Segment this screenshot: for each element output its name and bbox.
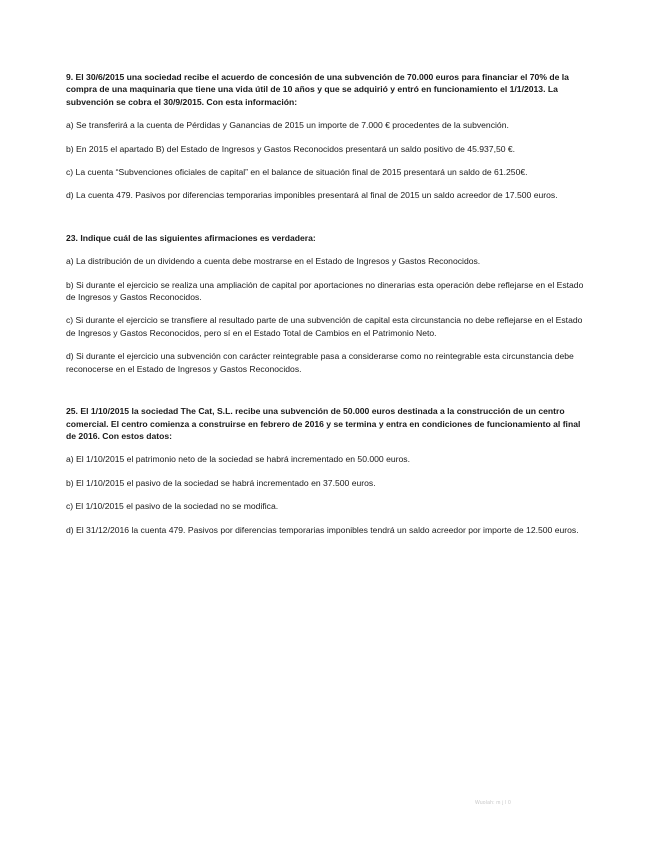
question-title: 25. El 1/10/2015 la sociedad The Cat, S.L. recibe una subvención de 50.000 euros destinada a la construcción de un centro comercial. El centro comienza a construirse en febrero de 2016 y se termina y entra en condiciones de funcionamiento al final de 2016. Con estos datos: [66,406,581,441]
question-9 [66,71,591,202]
question-title: 9. El 30/6/2015 una sociedad recibe el acuerdo de concesión de una subvención de 70.000 euros para financiar el 70% de la compra de una maquinaria que tiene una vida útil de 10 años y que se adquirió y entró en funcionamiento el 1/1/2013. La subvención se cobra el 30/9/2015. Con esta información: [66,72,569,107]
answer-option-c: c) La cuenta “Subvenciones oficiales de capital” en el balance de situación final de 2015 presentará un saldo de 61.250€. [66,167,528,178]
answer-option-c: c) El 1/10/2015 el pasivo de la sociedad no se modifica. [66,501,279,512]
answer-option-b: b) El 1/10/2015 el pasivo de la sociedad se habrá incrementado en 37.500 euros. [66,477,376,488]
question-title: 23. Indique cuál de las siguientes afirmaciones es verdadera: [66,232,316,243]
footer-watermark: Wuolah: m j l 0 [475,800,511,806]
answer-option-a: a) El 1/10/2015 el patrimonio neto de la sociedad se habrá incrementado en 50.000 euros. [66,454,410,465]
answer-option-d: d) Si durante el ejercicio una subvención con carácter reintegrable pasa a considerarse como no reintegrable esta circunstancia debe reconocerse en el Estado de Ingresos y Gastos Reconocidos. [66,351,574,374]
answer-option-d: d) La cuenta 479. Pasivos por diferencias temporarias imponibles presentará al final de 2015 un saldo acreedor de 17.500 euros. [66,190,558,201]
question-23 [66,232,591,375]
answer-option-a: a) Se transferirá a la cuenta de Pérdidas y Ganancias de 2015 un importe de 7.000 € procedentes de la subvención. [66,120,509,131]
answer-option-b: b) Si durante el ejercicio se realiza una ampliación de capital por aportaciones no dinerarias esta operación debe reflejarse en el Estado de Ingresos y Gastos Reconocidos. [66,279,584,303]
answer-option-b: b) En 2015 el apartado B) del Estado de Ingresos y Gastos Reconocidos presentará un saldo positivo de 45.937,50 €. [66,143,516,154]
answer-option-d: d) El 31/12/2016 la cuenta 479. Pasivos por diferencias temporarias imponibles tendrá un saldo acreedor por importe de 12.500 euros. [66,524,579,535]
question-25 [66,405,591,536]
answer-option-a: a) La distribución de un dividendo a cuenta debe mostrarse en el Estado de Ingresos y Gastos Reconocidos. [66,256,481,267]
document-page [66,71,591,547]
answer-option-c: c) Si durante el ejercicio se transfiere al resultado parte de una subvención de capital esta circunstancia no debe reflejarse en el Estado de Ingresos y Gastos Reconocidos, pero sí en el Estado Total de Cambios en el Patrimonio Neto. [66,315,583,338]
